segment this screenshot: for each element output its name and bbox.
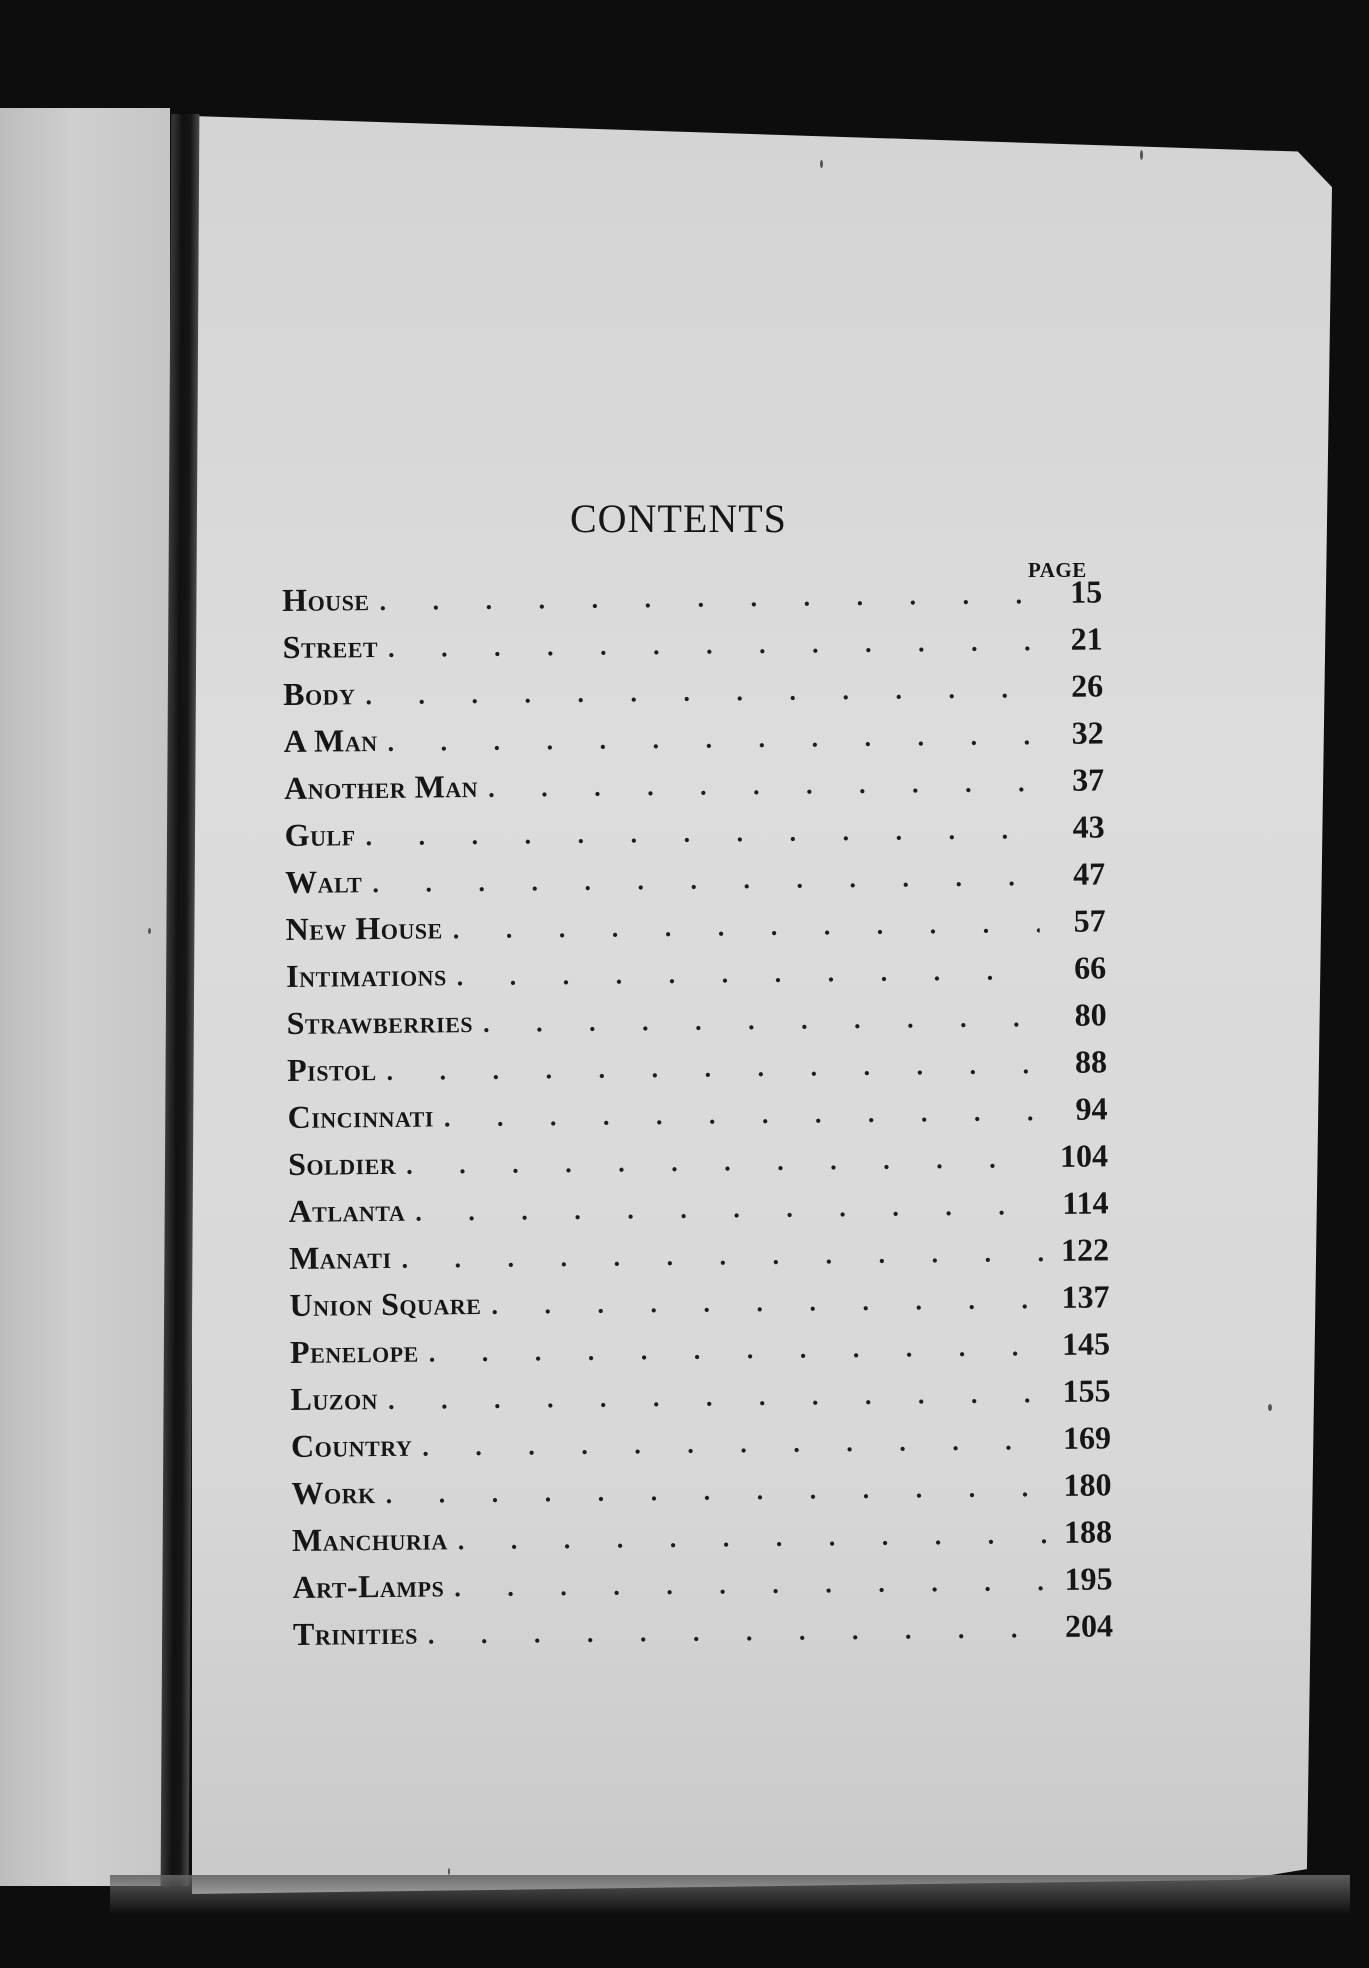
toc-entry-page: 88: [1074, 1043, 1108, 1080]
contents-heading: CONTENTS: [570, 495, 787, 541]
toc-entry-title: Strawberries: [286, 1003, 474, 1041]
toc-entry: [289, 1278, 1109, 1334]
toc-entry-title: Street: [282, 627, 379, 665]
paper-speck: [148, 928, 151, 934]
toc-entry-page: 180: [1063, 1466, 1112, 1503]
dot-leader: [457, 956, 1041, 992]
paper-speck: [820, 160, 823, 168]
dot-leader: [365, 815, 1038, 852]
toc-entry: [287, 1043, 1107, 1099]
toc-entry-page: 169: [1062, 1419, 1112, 1456]
toc-entry-title: Manati: [288, 1238, 392, 1276]
dot-leader: [387, 721, 1037, 758]
toc-entry: [282, 573, 1102, 629]
dot-leader: [454, 1567, 1047, 1603]
paper-speck: [1140, 150, 1143, 160]
toc-entry: [285, 902, 1105, 958]
toc-entry: [292, 1513, 1112, 1569]
dot-leader: [491, 1285, 1043, 1321]
dot-leader: [388, 1379, 1045, 1416]
toc-entry-page: 122: [1060, 1231, 1110, 1268]
toc-entry-title: Manchuria: [291, 1520, 448, 1558]
toc-entry: [283, 714, 1103, 770]
dot-leader: [406, 1144, 1042, 1181]
toc-entry-page: 204: [1064, 1607, 1114, 1644]
dot-leader: [401, 1238, 1043, 1275]
toc-entry-title: Country: [290, 1426, 413, 1464]
toc-entry: [284, 761, 1104, 817]
toc-entry-title: A Man: [283, 722, 378, 759]
toc-entry-page: 57: [1073, 902, 1106, 939]
toc-entry: [282, 620, 1102, 676]
toc-entry-title: Pistol: [286, 1051, 377, 1088]
dot-leader: [386, 1473, 1046, 1510]
toc-entry: [291, 1419, 1111, 1475]
left-page-edge: [0, 108, 170, 1886]
dot-leader: [444, 1097, 1042, 1133]
dot-leader: [453, 909, 1040, 945]
toc-entry-title: Penelope: [289, 1332, 419, 1370]
toc-entry: [289, 1231, 1109, 1287]
toc-entry: [293, 1607, 1113, 1663]
toc-entry-page: 114: [1062, 1184, 1109, 1221]
toc-entry-page: 94: [1075, 1090, 1108, 1127]
toc-entry-page: 43: [1072, 808, 1105, 845]
toc-entry: [284, 808, 1104, 864]
toc-entry-title: Union Square: [289, 1284, 482, 1323]
toc-entry: [290, 1372, 1110, 1428]
toc-entry-page: 37: [1071, 761, 1105, 798]
toc-entry-title: Luzon: [290, 1380, 379, 1417]
toc-entry-title: Intimations: [285, 956, 447, 994]
toc-entry-page: 32: [1071, 714, 1104, 751]
dot-leader: [422, 1426, 1045, 1463]
dot-leader: [372, 862, 1039, 899]
toc-entry-page: 145: [1061, 1325, 1111, 1362]
toc-entry-title: Cincinnati: [287, 1097, 435, 1135]
toc-entry-title: Work: [291, 1474, 376, 1511]
toc-entry-page: 137: [1061, 1278, 1110, 1315]
dot-leader: [429, 1332, 1045, 1368]
toc-entry: [288, 1184, 1108, 1240]
toc-entry: [288, 1137, 1108, 1193]
page-bottom-shadow: [110, 1875, 1350, 1915]
dot-leader: [386, 1050, 1041, 1087]
toc-entry-page: 66: [1073, 949, 1107, 986]
toc-entry-page: 47: [1072, 855, 1106, 892]
toc-entry-page: 188: [1063, 1513, 1113, 1550]
dot-leader: [488, 768, 1038, 804]
toc-entry-title: Trinities: [292, 1614, 419, 1652]
toc-entry: [283, 667, 1103, 723]
toc-entry-page: 155: [1062, 1372, 1111, 1409]
toc-entry-page: 21: [1070, 620, 1103, 657]
paper-speck: [448, 1868, 450, 1875]
table-of-contents: [282, 573, 1113, 1663]
toc-entry-title: Art-Lamps: [292, 1567, 445, 1605]
toc-entry: [291, 1466, 1111, 1522]
toc-entry-title: New House: [285, 909, 443, 947]
page-column-label: PAGE: [1028, 558, 1087, 582]
toc-entry-title: Body: [282, 675, 356, 712]
toc-entry: [290, 1325, 1110, 1381]
dot-leader: [388, 627, 1037, 664]
dot-leader: [365, 674, 1037, 711]
toc-entry: [285, 855, 1105, 911]
toc-entry-page: 104: [1059, 1137, 1109, 1174]
dot-leader: [415, 1191, 1043, 1228]
toc-entry-title: Gulf: [284, 816, 356, 853]
dot-leader: [458, 1520, 1047, 1556]
toc-entry-page: 195: [1064, 1560, 1113, 1597]
toc-entry: [286, 949, 1106, 1005]
toc-entry: [292, 1560, 1112, 1616]
toc-entry-title: Walt: [284, 863, 363, 900]
paper-speck: [1268, 1404, 1272, 1411]
toc-entry-title: Atlanta: [288, 1191, 406, 1229]
dot-leader: [379, 580, 1036, 617]
dot-leader: [483, 1003, 1041, 1039]
toc-entry-title: House: [282, 581, 370, 618]
toc-entry: [287, 1090, 1107, 1146]
toc-entry: [286, 996, 1106, 1052]
toc-entry-page: 15: [1069, 573, 1103, 610]
dot-leader: [428, 1614, 1047, 1650]
toc-entry-title: Soldier: [287, 1144, 397, 1182]
toc-entry-page: 80: [1074, 996, 1107, 1033]
toc-entry-page: 26: [1070, 667, 1104, 704]
toc-entry-title: Another Man: [283, 767, 479, 806]
